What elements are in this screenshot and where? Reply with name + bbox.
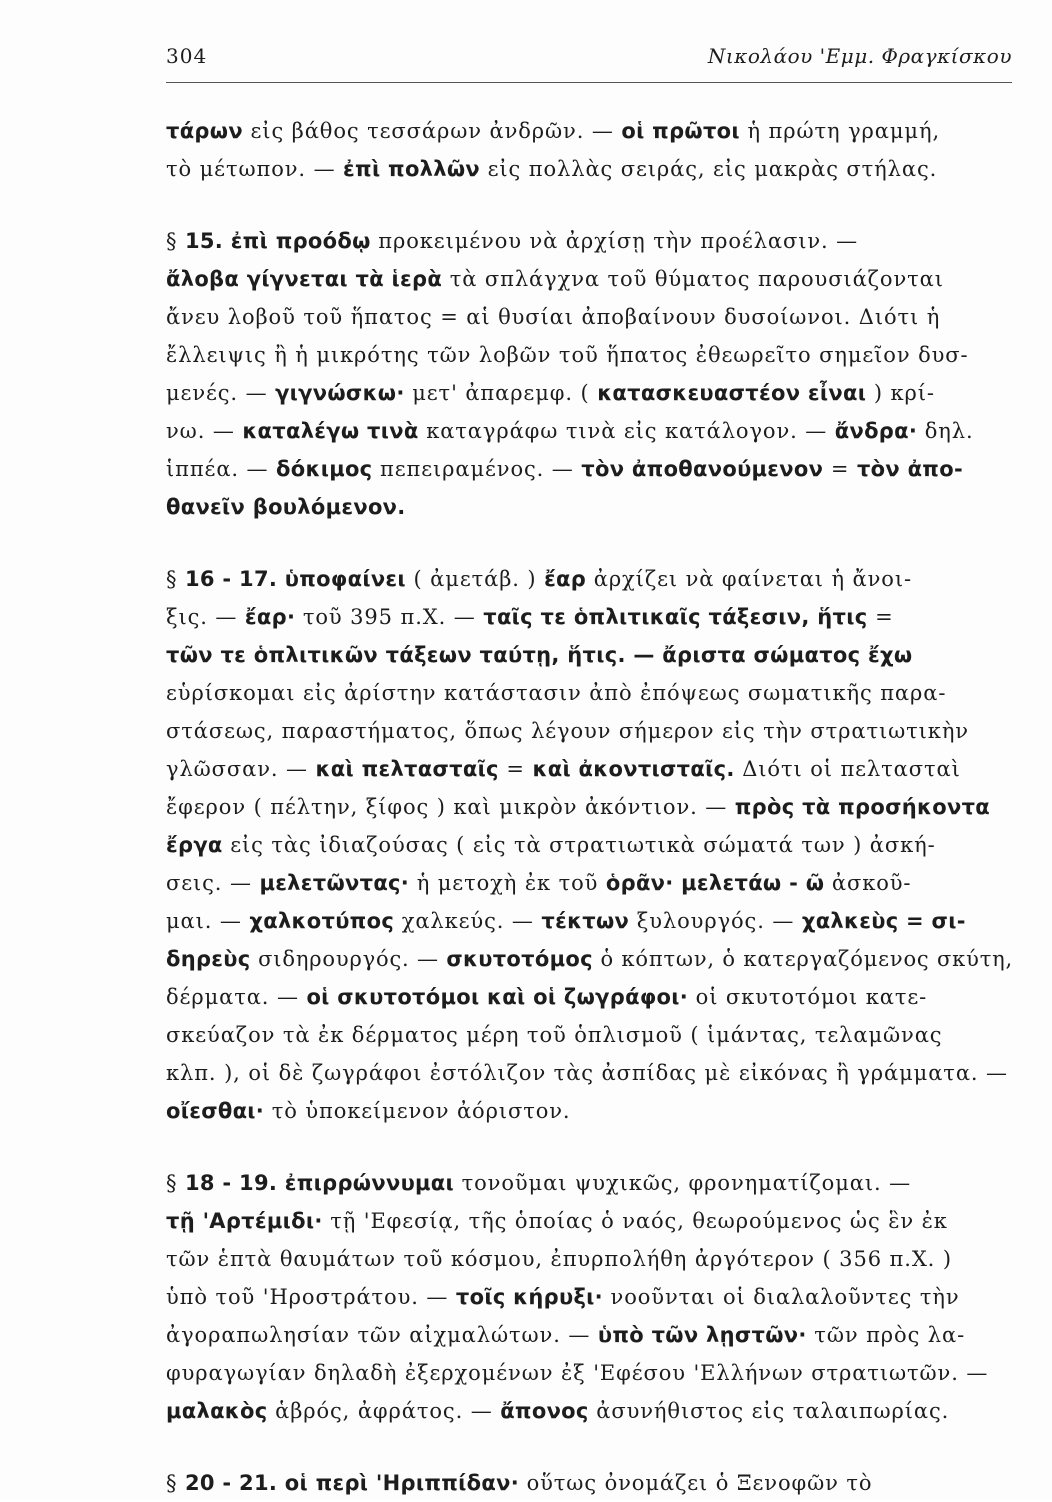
gloss-text: ἡ πρώτη γραμμή, (747, 119, 941, 143)
lemma: ἔαρ (544, 567, 594, 591)
running-title: Νικολάου 'Εμμ. Φραγκίσκου (707, 44, 1012, 68)
lemma: ἔργα (166, 833, 231, 857)
gloss-text: προκειμένου νὰ ἀρχίσῃ τὴν προέλασιν. — (378, 229, 859, 253)
lemma: γιγνώσκω· (275, 381, 413, 405)
gloss-text: στάσεως, παραστήματος, ὅπως λέγουν σήμερον εἰς τὴν στρατιωτικὴν (166, 719, 969, 743)
lemma: ἄπονος (500, 1399, 597, 1423)
gloss-text: ἀγοραπωλησίαν τῶν αἰχμαλώτων. — (166, 1323, 598, 1347)
text-line (166, 1054, 1012, 1092)
lemma: τῇ 'Αρτέμιδι· (166, 1209, 331, 1233)
text-line (166, 788, 1012, 826)
gloss-text: νοοῦνται οἱ διαλαλοῦντες τὴν (610, 1285, 960, 1309)
text-line (166, 150, 1012, 188)
header-rule (166, 82, 1012, 83)
gloss-text: μενές. — (166, 381, 276, 405)
gloss-text: τὸ μέτωπον. — (166, 157, 344, 181)
gloss-text: ξυλουργός. — (636, 909, 802, 933)
lemma: σκυτοτόμος (446, 947, 601, 971)
gloss-text: ἀρχίζει νὰ φαίνεται ἡ ἄνοι- (593, 567, 912, 591)
text-line (166, 412, 1012, 450)
text-line (166, 750, 1012, 788)
gloss-text: οὕτως ὀνομάζει ὁ Ξενοφῶν τὸ (526, 1471, 873, 1495)
gloss-text: τονοῦμαι ψυχικῶς, φρονηματίζομαι. — (461, 1171, 912, 1195)
commentary-paragraph (166, 222, 1012, 526)
lemma: ἄλοβα γίγνεται τὰ ἱερὰ (166, 267, 450, 291)
gloss-text: ἄνευ λοβοῦ τοῦ ἥπατος = αἱ θυσίαι ἀποβαίνουν δυσοίωνοι. Διότι ἡ (166, 305, 941, 329)
gloss-text: καταγράφω τινὰ εἰς κατάλογον. — (426, 419, 835, 443)
gloss-text: ἀσυνήθιστος εἰς ταλαιπωρίας. (596, 1399, 950, 1423)
text-line (166, 450, 1012, 488)
commentary-paragraph (166, 560, 1012, 1130)
gloss-text: ὑπὸ τοῦ 'Ηροστράτου. — (166, 1285, 456, 1309)
lemma: τὸν ἀποθανούμενον (581, 457, 831, 481)
gloss-text: δέρματα. — (166, 985, 307, 1009)
text-line (166, 1464, 1012, 1502)
text-line (166, 1278, 1012, 1316)
text-line (166, 112, 1012, 150)
lemma: πρὸς τὰ προσήκοντα (734, 795, 990, 819)
lemma: 18 - 19. ἐπιρρώννυμαι (184, 1171, 462, 1195)
text-line (166, 260, 1012, 298)
gloss-text: = (875, 605, 894, 629)
text-line (166, 1164, 1012, 1202)
gloss-text: = (506, 757, 533, 781)
lemma: μελετῶντας· (259, 871, 417, 895)
gloss-text: εἰς τὰς ἰδιαζούσας ( εἰς τὰ στρατιωτικὰ σώματά των ) ἀσκή- (230, 833, 936, 857)
gloss-text: § (166, 1471, 185, 1495)
lemma: ἄνδρα· (834, 419, 925, 443)
lemma: οἱ σκυτοτόμοι καὶ οἱ ζωγράφοι· (306, 985, 696, 1009)
gloss-text: ) κρί- (873, 381, 935, 405)
lemma: 15. ἐπὶ προόδῳ (184, 229, 379, 253)
text-line (166, 674, 1012, 712)
gloss-text: τῇ 'Εφεσίᾳ, τῆς ὁποίας ὁ ναός, θεωρούμενος ὡς ἓν ἐκ (330, 1209, 948, 1233)
gloss-text: δηλ. (924, 419, 974, 443)
lemma: θανεῖν βουλόμενον. (166, 495, 406, 519)
gloss-text: σκεύαζον τὰ ἐκ δέρματος μέρη τοῦ ὁπλισμοῦ ( ἱμάντας, τελαμῶνας (166, 1023, 943, 1047)
gloss-text: § (166, 1171, 185, 1195)
lemma: τέκτων (541, 909, 637, 933)
text-line (166, 1392, 1012, 1430)
text-line (166, 560, 1012, 598)
gloss-text: § (166, 567, 185, 591)
lemma: ἐπὶ πολλῶν (343, 157, 488, 181)
text-line (166, 222, 1012, 260)
gloss-text: γλῶσσαν. — (166, 757, 316, 781)
text-line (166, 1316, 1012, 1354)
gloss-text: τὸ ὑποκείμενον ἀόριστον. (271, 1099, 571, 1123)
text-line (166, 598, 1012, 636)
lemma: τοῖς κήρυξι· (455, 1285, 611, 1309)
text-line (166, 488, 1012, 526)
lemma: καὶ πελτασταῖς (315, 757, 507, 781)
lemma: ὑπὸ τῶν λῃστῶν· (597, 1323, 815, 1347)
lemma: ἔαρ· (244, 605, 303, 629)
gloss-text: ὁ κόπτων, ὁ κατεργαζόμενος σκύτη, (600, 947, 1014, 971)
gloss-text: ἁβρός, ἀφράτος. — (275, 1399, 501, 1423)
lemma: 16 - 17. ὑποφαίνει (184, 567, 414, 591)
lemma: ταῖς τε ὁπλιτικαῖς τάξεσιν, ἥτις (483, 605, 876, 629)
text-line (166, 298, 1012, 336)
lemma: καταλέγω τινὰ (242, 419, 427, 443)
text-line (166, 978, 1012, 1016)
gloss-text: μαι. — (166, 909, 250, 933)
text-line (166, 374, 1012, 412)
gloss-text: ( ἀμετάβ. ) (413, 567, 545, 591)
commentary-paragraph (166, 1464, 1012, 1502)
lemma: χαλκεὺς = σι- (801, 909, 966, 933)
gloss-text: σιδηρουργός. — (258, 947, 447, 971)
lemma: 20 - 21. οἱ περὶ 'Ηριππίδαν· (184, 1471, 527, 1495)
text-line (166, 336, 1012, 374)
gloss-text: ἱππέα. — (166, 457, 277, 481)
commentary-paragraph (166, 1164, 1012, 1430)
lemma: κατασκευαστέον εἶναι (597, 381, 874, 405)
gloss-text: σεις. — (166, 871, 260, 895)
text-line (166, 940, 1012, 978)
gloss-text: οἱ σκυτοτόμοι κατε- (695, 985, 928, 1009)
text-line (166, 1202, 1012, 1240)
commentary-body (166, 112, 1012, 1502)
lemma: τάρων (166, 119, 251, 143)
text-line (166, 864, 1012, 902)
gloss-text: ἔφερον ( πέλτην, ξίφος ) καὶ μικρὸν ἀκόντιον. — (166, 795, 735, 819)
lemma: τὸν ἀπο- (856, 457, 963, 481)
lemma: ὁρᾶν· μελετάω - ῶ (605, 871, 832, 895)
lemma: οἴεσθαι· (166, 1099, 272, 1123)
gloss-text: ἔλλειψις ἢ ἡ μικρότης τῶν λοβῶν τοῦ ἥπατος ἐθεωρεῖτο σημεῖον δυσ- (166, 343, 969, 367)
text-line (166, 826, 1012, 864)
text-line (166, 1016, 1012, 1054)
gloss-text: = (830, 457, 857, 481)
text-line (166, 712, 1012, 750)
lemma: χαλκοτύπος (249, 909, 402, 933)
gloss-text: τὰ σπλάγχνα τοῦ θύματος παρουσιάζονται (449, 267, 944, 291)
gloss-text: ξις. — (166, 605, 245, 629)
gloss-text: κλπ. ), οἱ δὲ ζωγράφοι ἐστόλιζον τὰς ἀσπίδας μὲ εἰκόνας ἢ γράμματα. — (166, 1061, 1008, 1085)
commentary-paragraph (166, 112, 1012, 188)
lemma: δηρεὺς (166, 947, 259, 971)
page-header (166, 44, 1012, 74)
gloss-text: ἀσκοῦ- (831, 871, 912, 895)
gloss-text: πεπειραμένος. — (380, 457, 582, 481)
lemma: οἱ πρῶτοι (621, 119, 748, 143)
gloss-text: εἰς πολλὰς σειράς, εἰς μακρὰς στήλας. (487, 157, 938, 181)
text-line (166, 1354, 1012, 1392)
gloss-text: Διότι οἱ πελτασταὶ (742, 757, 961, 781)
gloss-text: τῶν πρὸς λα- (814, 1323, 966, 1347)
text-line (166, 902, 1012, 940)
page-number: 304 (166, 44, 208, 68)
lemma: μαλακὸς (166, 1399, 276, 1423)
gloss-text: τῶν ἑπτὰ θαυμάτων τοῦ κόσμου, ἐπυρπολήθη ἀργότερον ( 356 π.Χ. ) (166, 1247, 952, 1271)
text-line (166, 1240, 1012, 1278)
gloss-text: εἰς βάθος τεσσάρων ἀνδρῶν. — (250, 119, 622, 143)
text-line (166, 1092, 1012, 1130)
text-line (166, 636, 1012, 674)
gloss-text: νω. — (166, 419, 243, 443)
gloss-text: εὑρίσκομαι εἰς ἀρίστην κατάστασιν ἀπὸ ἐπόψεως σωματικῆς παρα- (166, 681, 947, 705)
gloss-text: ἡ μετοχὴ ἐκ τοῦ (416, 871, 606, 895)
lemma: τῶν τε ὁπλιτικῶν τάξεων ταύτῃ, ἥτις. — ἄριστα σώματος ἔχω (166, 643, 913, 667)
lemma: δόκιμος (276, 457, 381, 481)
gloss-text: χαλκεύς. — (401, 909, 542, 933)
gloss-text: § (166, 229, 185, 253)
gloss-text: φυραγωγίαν δηλαδὴ ἐξερχομένων ἐξ 'Εφέσου 'Ελλήνων στρατιωτῶν. — (166, 1361, 989, 1385)
gloss-text: μετ' ἀπαρεμφ. ( (412, 381, 598, 405)
lemma: καὶ ἀκοντισταῖς. (532, 757, 743, 781)
gloss-text: τοῦ 395 π.Χ. — (302, 605, 484, 629)
